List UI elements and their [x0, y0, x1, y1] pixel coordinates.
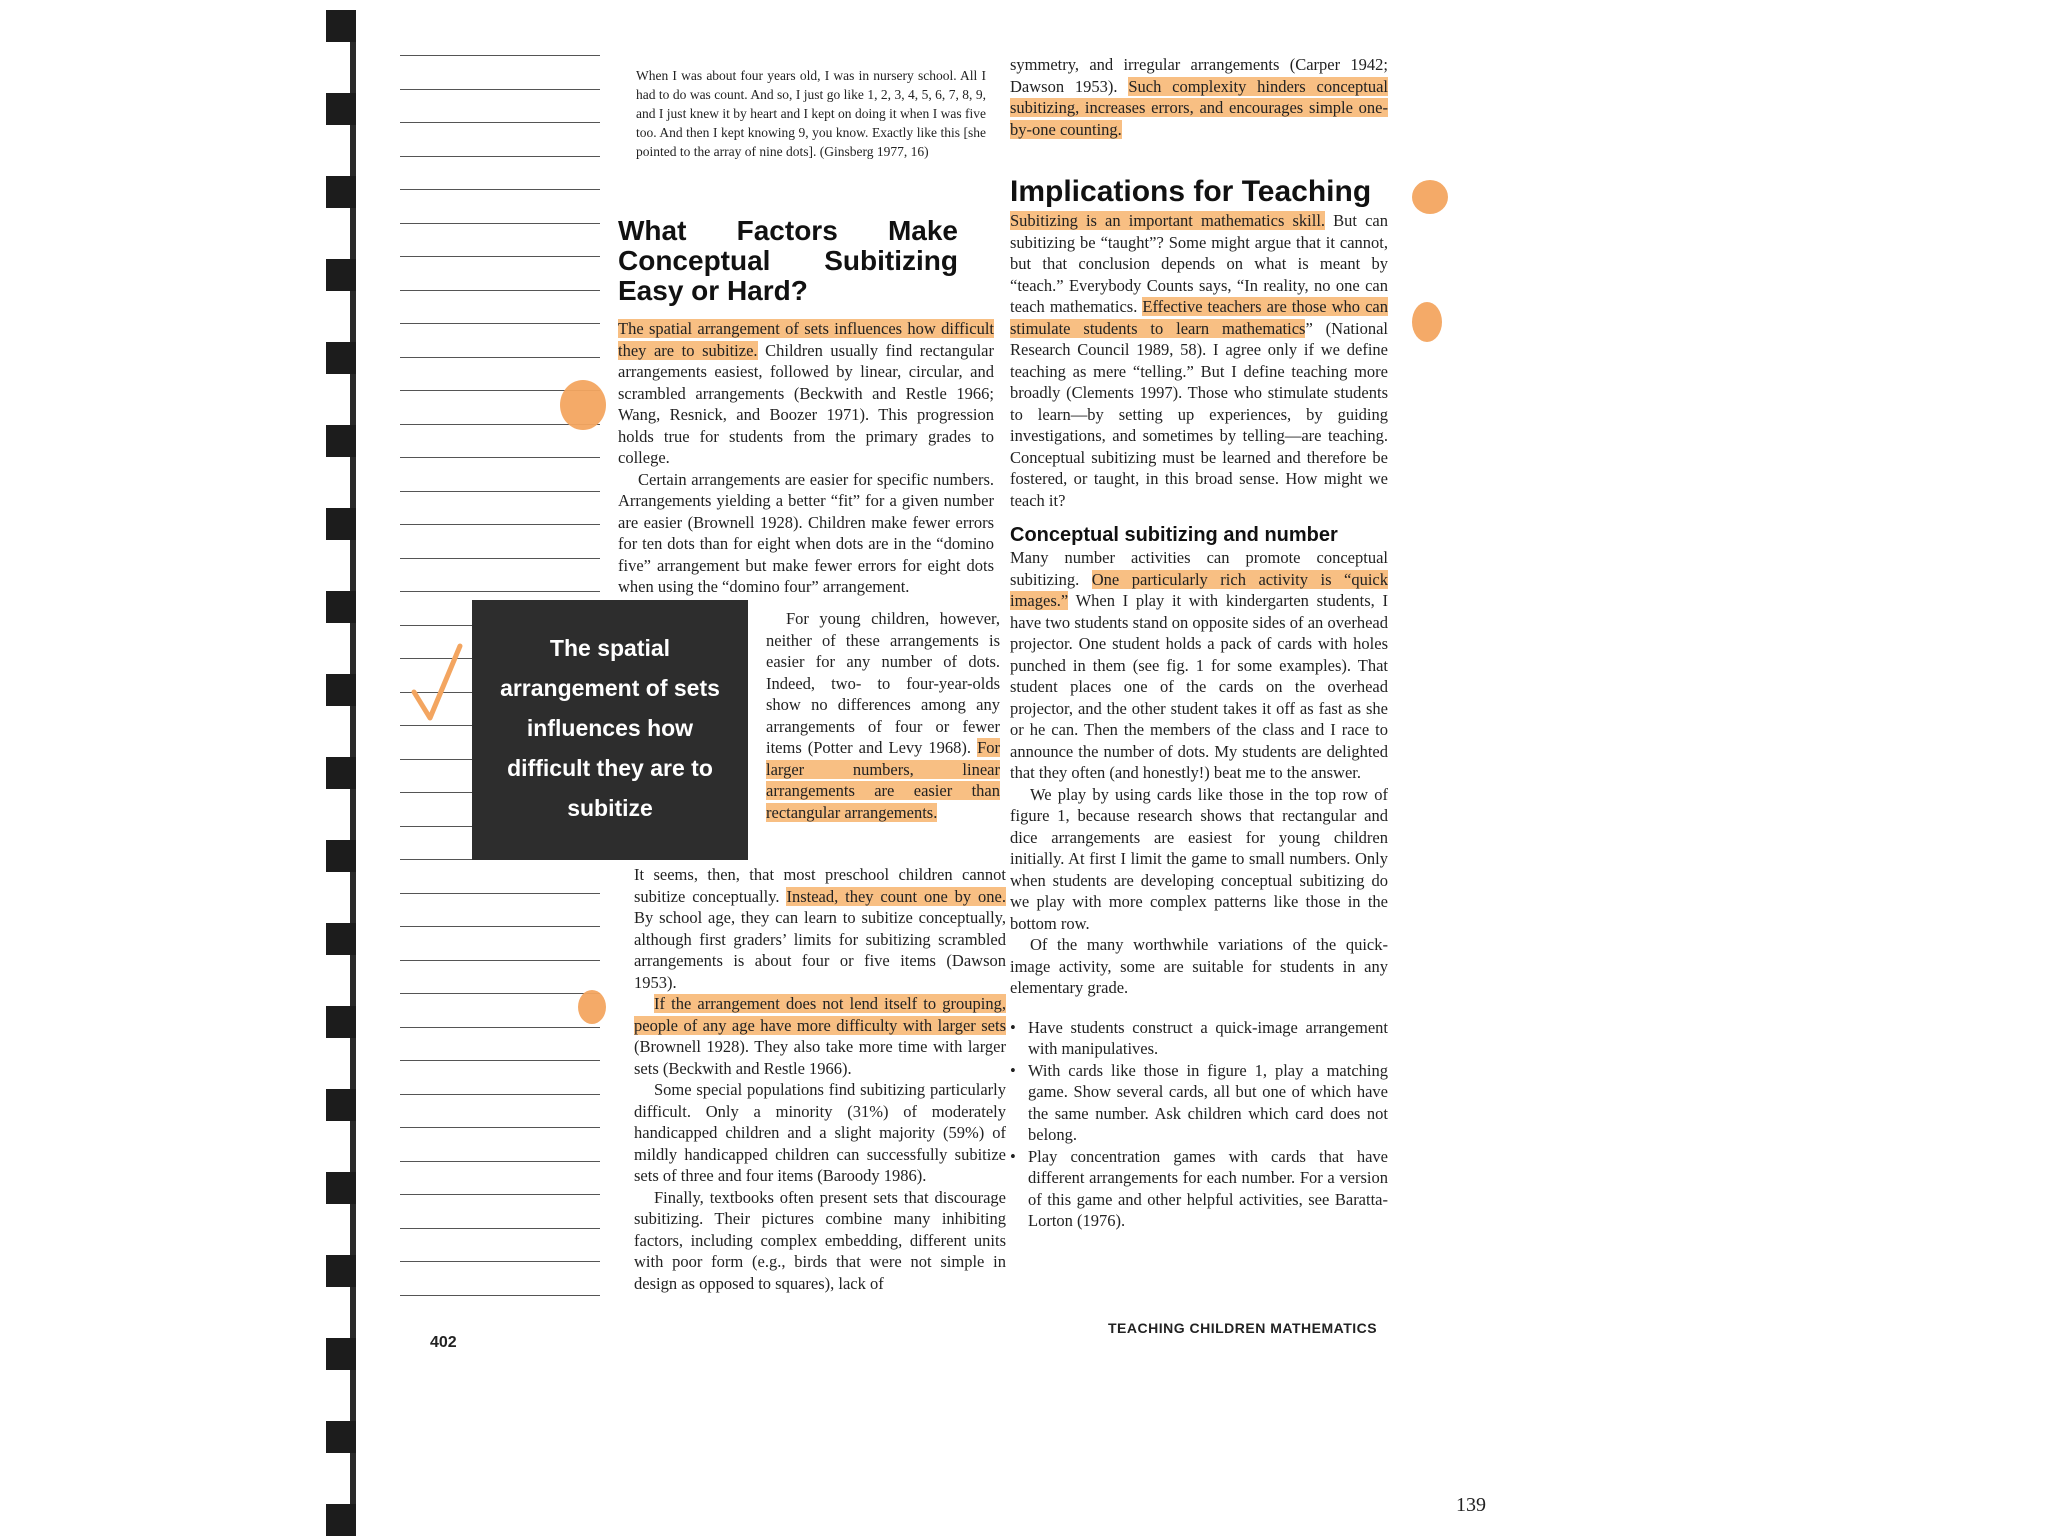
pull-quote-line: influences how [526, 715, 694, 741]
journal-title: TEACHING CHILDREN MATHEMATICS [1108, 1320, 1378, 1336]
binding-tab [326, 93, 356, 125]
bullet-item: • Have students construct a quick-image arrangement with manipulatives. [1010, 1017, 1388, 1060]
highlighted-text: Instead, they count one by one. [786, 886, 1007, 906]
paragraph [618, 318, 994, 469]
margin-rule-line [400, 122, 600, 123]
margin-rule-line [400, 558, 600, 559]
paragraph: Of the many worthwhile variations of the quick-image activity, some are suitable for students in any elementary grade. [1010, 935, 1388, 997]
left-column-wrap [766, 608, 1000, 823]
margin-rule-line [400, 491, 600, 492]
margin-rule-line [400, 55, 600, 56]
paragraph-text: Many number activities can promote conceptual subitizing. [1010, 548, 1388, 589]
margin-rule-line [400, 1161, 600, 1162]
margin-rule-line [400, 256, 600, 257]
subsection-heading: Conceptual subitizing and number [1010, 524, 1338, 546]
binding-tab [326, 508, 356, 540]
margin-rule-line [400, 457, 600, 458]
paragraph-text: By school age, they can learn to subitize conceptually, although first graders’ limits for subitizing scrambled arrangements is about four or five items (Dawson 1953). [634, 908, 1006, 992]
paragraph [634, 864, 1006, 993]
paragraph-text: For young children, however, neither of these arrangements is easier for any number of dots. Indeed, two- to four-year-olds show no differences among any arrangements of four or fewer items (Potter and Levy 1968). [766, 609, 1000, 757]
margin-rule-line [400, 323, 600, 324]
section-heading: Implications for Teaching [1010, 175, 1372, 208]
margin-rule-line [400, 290, 600, 291]
margin-rule-line [400, 993, 600, 994]
margin-rule-line [400, 223, 600, 224]
margin-rule-line [400, 1094, 600, 1095]
section-heading: What Factors Make Conceptual Subitizing Easy or Hard? [618, 215, 958, 306]
left-column-lower [634, 864, 1006, 1294]
highlight-mark [560, 380, 606, 430]
paragraph [1010, 54, 1388, 140]
paragraph [634, 993, 1006, 1079]
margin-rule-line [400, 1261, 600, 1262]
binding-tab [326, 1089, 356, 1121]
paragraph: Certain arrangements are easier for specific numbers. Arrangements yielding a better “fit” for a given number are easier (Brownell 1928). Children make fewer errors for ten dots than for eight when dots are in the “domino five” arrangement but make fewer errors for eight dots when using the “domino four” arrangement. [618, 469, 994, 596]
binding-tab [326, 1338, 356, 1370]
page-number: 139 [1456, 1494, 1486, 1516]
margin-rule-line [400, 1127, 600, 1128]
binding-tab [326, 259, 356, 291]
margin-rule-line [400, 156, 600, 157]
binding-tab [326, 591, 356, 623]
margin-rule-line [400, 1194, 600, 1195]
checkmark-icon [408, 640, 468, 730]
binding-tab [326, 10, 356, 42]
binding-tab [326, 674, 356, 706]
right-column [1010, 54, 1388, 1232]
paragraph [1010, 210, 1388, 511]
bullet-item: • With cards like those in figure 1, play a matching game. Show several cards, all but one of which have the same number. Ask children which card does not belong. [1010, 1060, 1388, 1146]
paragraph-text: (Brownell 1928). They also take more time with larger sets (Beckwith and Restle 1966). [634, 1037, 1006, 1078]
binding-tab [326, 1006, 356, 1038]
margin-rule-line [400, 189, 600, 190]
paragraph-text: symmetry, and irregular arrangements (Carper 1942; Dawson 1953). [1010, 55, 1388, 96]
left-column [618, 216, 994, 598]
highlighted-text: Subitizing is an important mathematics skill. [1010, 211, 1326, 230]
margin-rule-line [400, 960, 600, 961]
pull-quote-line: subitize [567, 795, 653, 821]
paragraph-text: Children usually find rectangular arrangements easiest, followed by linear, circular, and scrambled arrangements (Beckwith and Restle 1966; Wang, Resnick, and Boozer 1971). This progression holds true for students from the primary grades to college. [618, 340, 994, 467]
margin-rule-line [400, 591, 600, 592]
margin-rule-line [400, 926, 600, 927]
paragraph: Some special populations find subitizing particularly difficult. Only a minority (31%) of moderately handicapped children and a slight majority (59%) of mildly handicapped children can successfully subitize sets of three and four items (Baroody 1986). [634, 1080, 1006, 1185]
binding-tab [326, 425, 356, 457]
highlight-mark [1412, 302, 1442, 342]
binding-tab [326, 1255, 356, 1287]
pull-quote-line: difficult they are to [507, 755, 713, 781]
margin-rule-line [400, 89, 600, 90]
binding-tab [326, 757, 356, 789]
highlighted-text: For larger numbers, linear arrangements are easier than rectangular arrangements. [766, 738, 1000, 822]
paragraph-text: But can subitizing be “taught”? Some might argue that it cannot, but that conclusion depends on what is meant by “teach.” Everybody Counts says, “In reality, no one can teach mathematics. [1010, 211, 1388, 316]
margin-rule-line [400, 524, 600, 525]
pull-quote [472, 600, 748, 860]
binding-tab [326, 1504, 356, 1536]
highlighted-text: If the arrangement does not lend itself to grouping, people of any age have more difficulty with larger sets [634, 994, 1006, 1035]
highlight-mark [578, 990, 606, 1024]
margin-rule-line [400, 357, 600, 358]
binding-tab [326, 1421, 356, 1453]
binding-tab [326, 176, 356, 208]
paragraph-text: ” (National Research Council 1989, 58). I agree only if we define teaching as mere “telling.” But I define teaching more broadly (Clements 1997). Those who stimulate students to learn—by setting up experiences, by guiding investigations, and sometimes by telling—are teaching. Conceptual subitizing must be learned and therefore be fostered, or taught, in this broad sense. How might we teach it? [1010, 318, 1388, 510]
binding-tab [326, 923, 356, 955]
binding-tab [326, 1172, 356, 1204]
binding-tab [326, 840, 356, 872]
spiral-binding [326, 10, 356, 1526]
paragraph [766, 608, 1000, 823]
paragraph-text: It seems, then, that most preschool children cannot subitize conceptually. [634, 865, 1006, 906]
pull-quote-line: arrangement of sets [500, 675, 720, 701]
highlight-mark [1412, 180, 1448, 214]
highlighted-text: One particularly rich activity is “quick images.” [1010, 569, 1388, 610]
paragraph [1010, 547, 1388, 784]
paragraph: We play by using cards like those in the top row of figure 1, because research shows that rectangular and dice arrangements are easiest for young children initially. At first I limit the game to small numbers. Only when students are developing conceptual subitizing do we play with more complex patterns like those in the bottom row. [1010, 784, 1388, 933]
margin-rule-line [400, 1027, 600, 1028]
margin-rule-line [400, 1228, 600, 1229]
highlighted-text: Effective teachers are those who can stimulate students to learn mathematics [1010, 297, 1388, 338]
margin-rule-line [400, 1060, 600, 1061]
pull-quote-line: The spatial [549, 635, 671, 661]
paragraph-text: When I play it with kindergarten students, I have two students stand on opposite sides of an overhead projector. One student holds a pack of cards with holes punched in them (see fig. 1 for some examples). That student places one of the cards on the overhead projector, and the other student takes it off as fast as she or he can. Then the members of the class and I race to announce the number of dots. My students are delighted that they often (and honestly!) beat me to the answer. [1010, 591, 1388, 782]
bullet-item: • Play concentration games with cards that have different arrangements for each number. For a version of this game and other helpful activities, see Baratta-Lorton (1976). [1010, 1146, 1388, 1232]
opening-quote: When I was about four years old, I was in nursery school. All I had to do was count. And so, I just go like 1, 2, 3, 4, 5, 6, 7, 8, 9, and I just knew it by heart and I kept on doing it when I was five too. And then I kept knowing 9, you know. Exactly like this [she pointed to the array of nine dots]. (Ginsberg 1977, 16) [636, 68, 986, 159]
highlighted-text: Such complexity hinders conceptual subitizing, increases errors, and encourages simple one-by-one counting. [1010, 76, 1388, 139]
margin-rule-line [400, 893, 600, 894]
margin-rule-line [400, 1295, 600, 1296]
highlighted-text: The spatial arrangement of sets influences how difficult they are to subitize. [618, 319, 994, 360]
page-number-left: 402 [430, 1334, 457, 1351]
binding-tab [326, 342, 356, 374]
paragraph: Finally, textbooks often present sets that discourage subitizing. Their pictures combine many inhibiting factors, including complex embedding, different units with poor form (e.g., birds that were not simple in design as opposed to squares), lack of [634, 1187, 1006, 1293]
